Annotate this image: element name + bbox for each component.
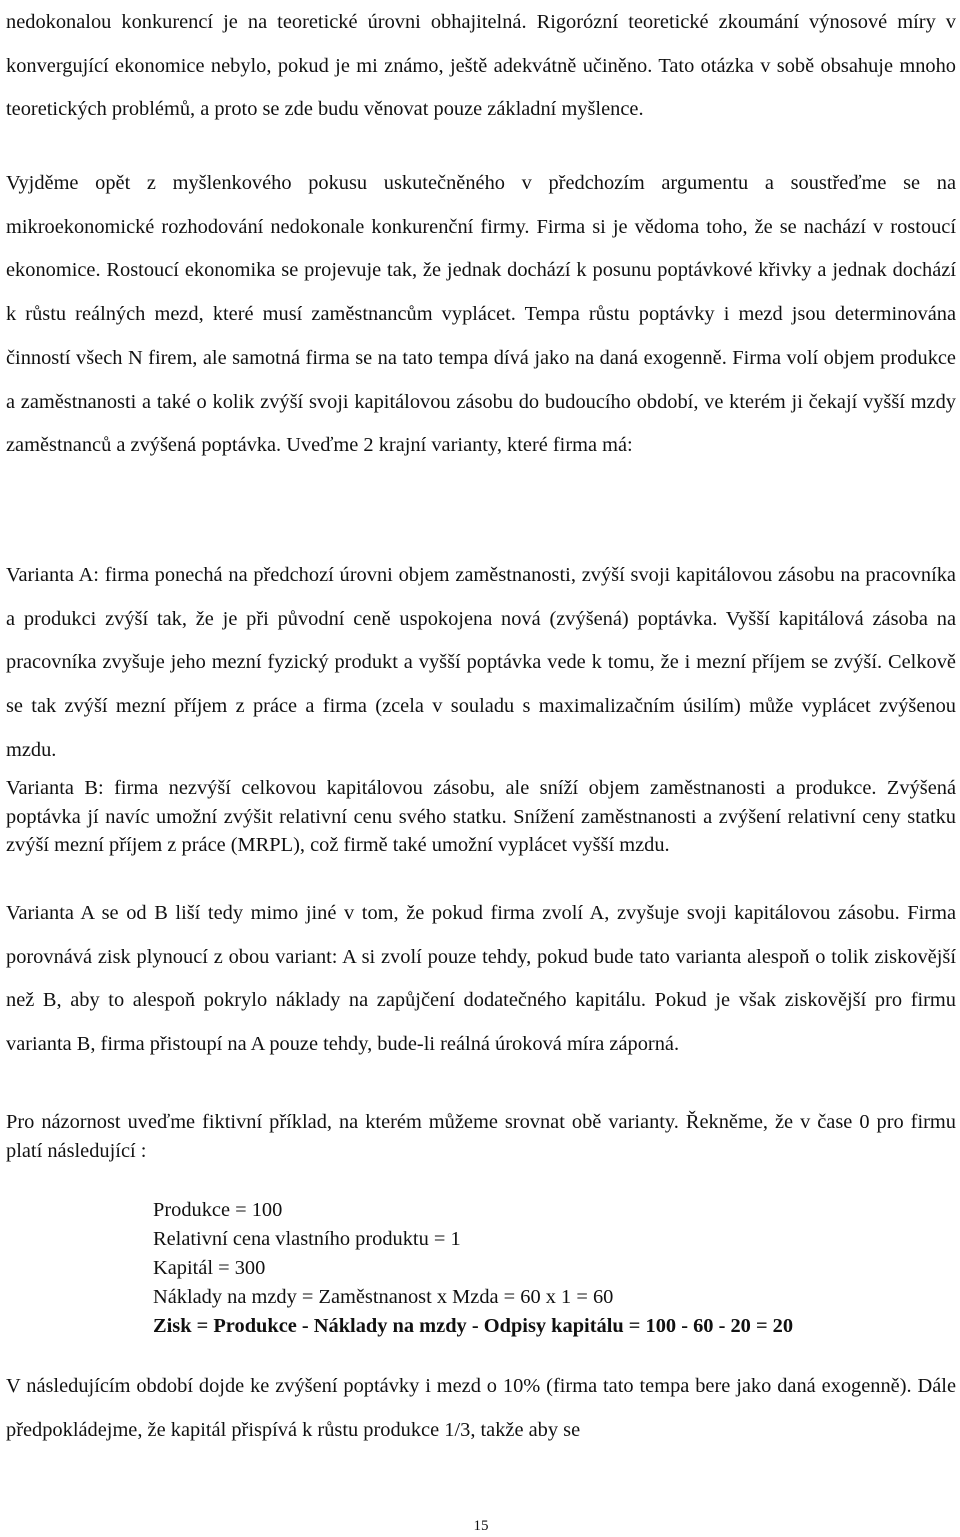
example-line-wage-costs: Náklady na mzdy = Zaměstnanost x Mzda = 60 x 1 = 60 [153,1286,614,1308]
example-line-production: Produkce = 100 [153,1199,283,1221]
example-block [153,1196,956,1341]
paragraph-variant-a: Varianta A: firma ponechá na předchozí úrovni objem zaměstnanosti, zvýší svoji kapitálovou zásobu na pracovníka a produkci zvýší tak, že je při původní ceně uspokojena nová (zvýšená) poptávka. Vyšší kapitálová zásoba na pracovníka zvyšuje jeho mezní fyzický produkt a vyšší poptávka vede k tomu, že i mezní příjem se zvýší. Celkově se tak zvýší mezní příjem z práce a firma (zcela v souladu s maximalizačním úsilím) může vyplácet zvýšenou mzdu. [6,564,956,761]
paragraph-intro-continuation: nedokonalou konkurencí je na teoretické úrovni obhajitelná. Rigorózní teoretické zkoumání výnosové míry v konvergující ekonomice nebylo, pokud je mi známo, ještě adekvátně učiněno. Tato otázka v sobě obsahuje mnoho teoretických problémů, a proto se zde budu věnovat pouze základní myšlence. [6,11,956,121]
example-line-relative-price: Relativní cena vlastního produktu = 1 [153,1228,461,1250]
example-line-profit: Zisk = Produkce - Náklady na mzdy - Odpisy kapitálu = 100 - 60 - 20 = 20 [153,1315,794,1337]
page-number: 15 [473,1518,489,1534]
example-line-capital: Kapitál = 300 [153,1257,266,1279]
paragraph-variant-b: Varianta B: firma nezvýší celkovou kapitálovou zásobu, ale sníží objem zaměstnanosti a produkce. Zvýšená poptávka jí navíc umožní zvýšit relativní cenu svého statku. Snížení zaměstnanosti a zvýšení relativní ceny statku zvýší mezní příjem z práce (MRPL), což firmě také umožní vyplácet vyšší mzdu. [6,777,956,856]
document-page [6,0,956,1537]
paragraph-comparison: Varianta A se od B liší tedy mimo jiné v tom, že pokud firma zvolí A, zvyšuje svoji kapitálovou zásobu. Firma porovnává zisk plynoucí z obou variant: A si zvolí pouze tehdy, pokud bude tato varianta alespoň o tolik ziskovější než B, aby to alespoň pokrylo náklady na zapůjčení dodatečného kapitálu. Pokud je však ziskovější pro firmu varianta B, firma přistoupí na A pouze tehdy, bude-li reálná úroková míra záporná. [6,902,956,1055]
paragraph-thought-experiment: Vyjděme opět z myšlenkového pokusu uskutečněného v předchozím argumentu a soustřeďme se na mikroekonomické rozhodování nedokonale konkurenční firmy. Firma si je vědoma toho, že se nachází v rostoucí ekonomice. Rostoucí ekonomika se projevuje tak, že jednak dochází k posunu poptávkové křivky a jednak dochází k růstu reálných mezd, které musí zaměstnancům vyplácet. Tempa růstu poptávky i mezd jsou determinována činností všech N firem, ale samotná firma se na tato tempa dívá jako na daná exogenně. Firma volí objem produkce a zaměstnanosti a také o kolik zvýší svoji kapitálovou zásobu do budoucího období, ve kterém ji čekají vyšší mzdy zaměstnanců a zvýšená poptávka. Uveďme 2 krajní varianty, které firma má: [6,172,956,457]
paragraph-next-period: V následujícím období dojde ke zvýšení poptávky i mezd o 10% (firma tato tempa bere jako daná exogenně). Dále předpokládejme, že kapitál přispívá k růstu produkce 1/3, takže aby se [6,1375,956,1441]
paragraph-example-intro: Pro názornost uveďme fiktivní příklad, na kterém můžeme srovnat obě varianty. Řekněme, že v čase 0 pro firmu platí následující : [6,1111,956,1162]
